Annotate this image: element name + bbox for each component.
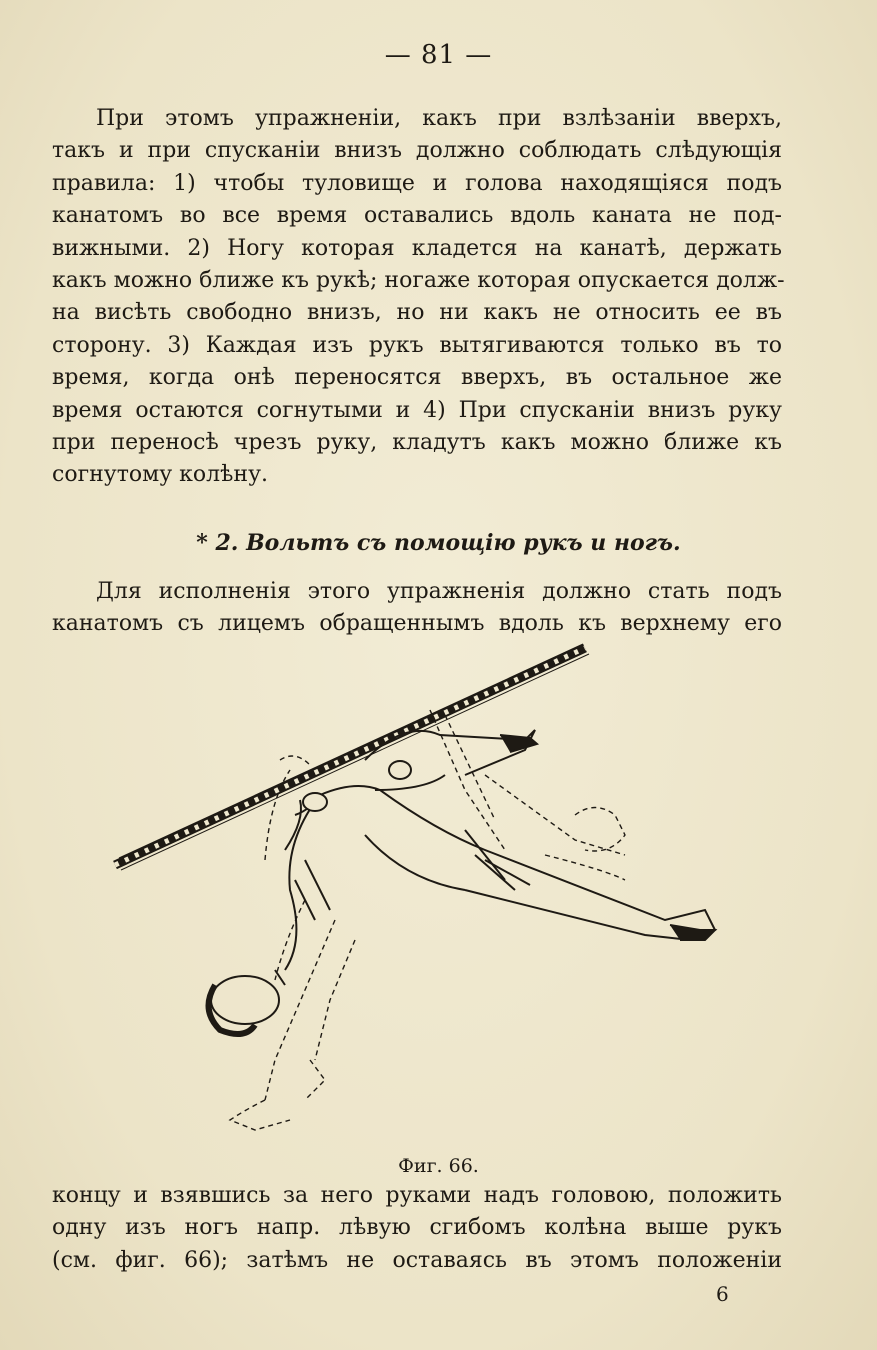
rope-illustration	[115, 644, 589, 870]
text-line: время, когда онѣ переносятся вверхъ, въ остальное же	[52, 365, 782, 391]
text-line: При этомъ упражненіи, какъ при взлѣзаніи вверхъ,	[96, 106, 782, 131]
text-line: время остаются согнутыми и 4) При спусканіи внизъ руку	[52, 397, 782, 423]
paragraph-3	[52, 1180, 782, 1277]
signature-mark: 6	[716, 1282, 729, 1306]
figure-66-illustration	[105, 640, 795, 1150]
section-heading: * 2. Вольтъ съ помощію рукъ и ногъ.	[196, 530, 681, 556]
text-line: такъ и при спусканіи внизъ должно соблюдать слѣдующія	[52, 138, 782, 164]
text-line: канатомъ съ лицемъ обращеннымъ вдоль къ верхнему его	[52, 611, 782, 637]
text-line: какъ можно ближе къ рукѣ; ногаже которая опускается долж-	[52, 268, 785, 294]
text-line: канатомъ во все время оставались вдоль каната не под-	[52, 203, 782, 229]
text-line: вижными. 2) Ногу которая кладется на канатѣ, держать	[52, 235, 782, 261]
text-line: Для исполненія этого упражненія должно стать подъ	[96, 579, 782, 604]
paragraph-2	[52, 576, 782, 641]
paragraph-1	[52, 103, 785, 492]
text-line: согнутому колѣну.	[52, 462, 269, 488]
text-line: на висѣть свободно внизъ, но ни какъ не относить ее въ	[52, 300, 782, 326]
figure-caption: Фиг. 66.	[398, 1155, 479, 1177]
gymnast-solid-figure	[209, 730, 715, 1034]
text-line: (см. фиг. 66); затѣмъ не оставаясь въ этомъ положеніи	[52, 1247, 782, 1273]
text-line: одну изъ ногъ напр. лѣвую сгибомъ колѣна выше рукъ	[52, 1215, 782, 1241]
gymnast-dashed-figure	[230, 710, 625, 1130]
text-line: правила: 1) чтобы туловище и голова находящіяся подъ	[52, 170, 782, 196]
text-line: при переносѣ чрезъ руку, кладутъ какъ можно ближе къ	[52, 430, 782, 456]
text-line: концу и взявшись за него руками надъ головою, положить	[52, 1183, 782, 1208]
text-line: сторону. 3) Каждая изъ рукъ вытягиваются только въ то	[52, 332, 782, 358]
page-number: — 81 —	[384, 40, 493, 70]
